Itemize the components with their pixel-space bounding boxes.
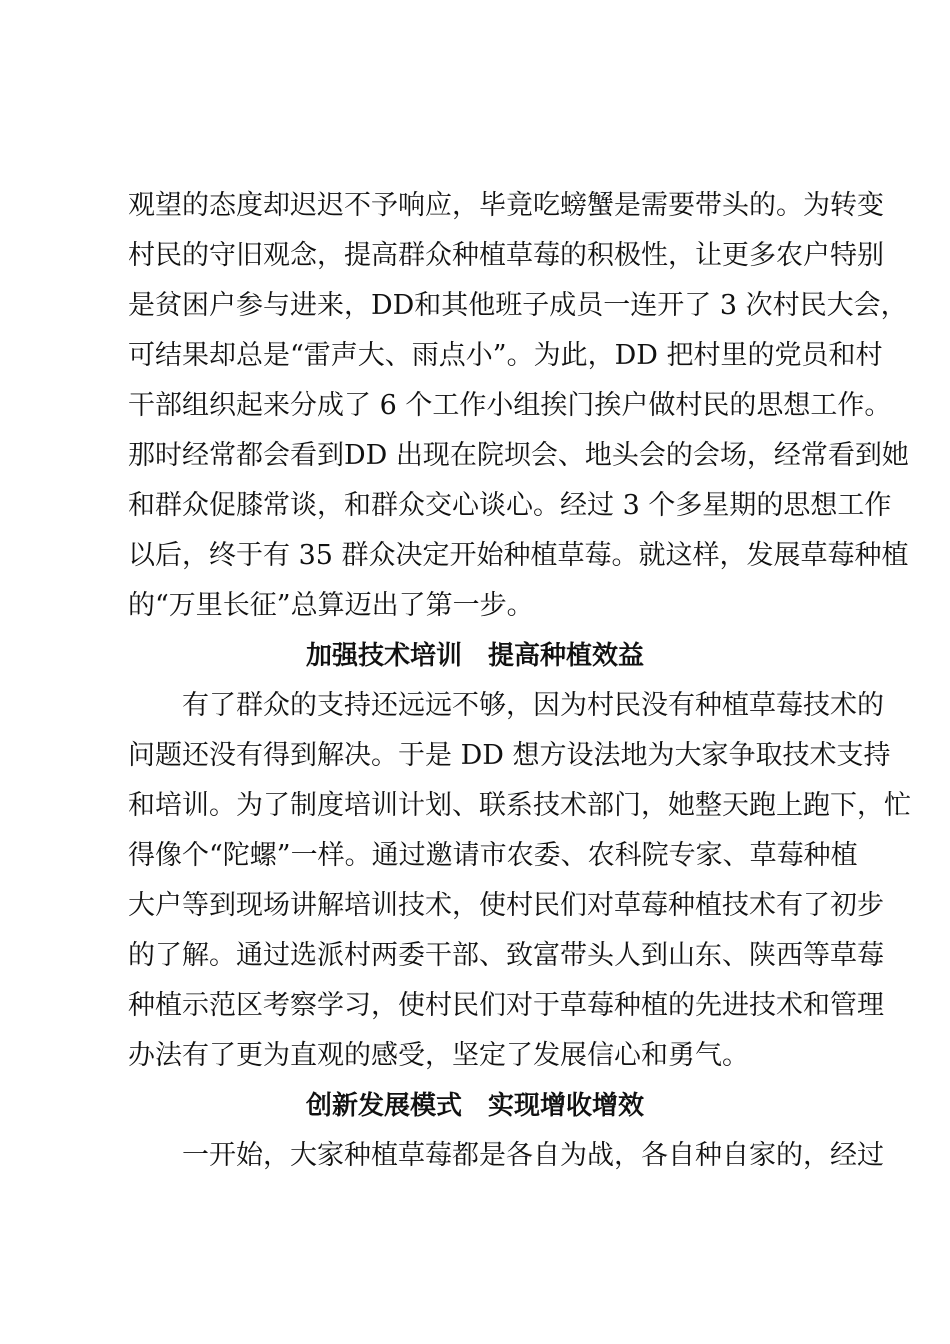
paragraph-1-line-1: 观望的态度却迟迟不予响应，毕竟吃螃蟹是需要带头的。为转变: [128, 190, 884, 221]
paragraph-1-line-8: 以后，终于有 35 群众决定开始种植草莓。就这样，发展草莓种植: [128, 540, 909, 571]
paragraph-2-line-4: 得像个“陀螺”一样。通过邀请市农委、农科院专家、草莓种植: [128, 840, 858, 871]
section-heading-development-model: 创新发展模式 实现增收增效: [305, 1091, 644, 1121]
paragraph-2-line-2: 问题还没有得到解决。于是 DD 想方设法地为大家争取技术支持: [128, 740, 891, 771]
paragraph-2-line-1: 有了群众的支持还远远不够，因为村民没有种植草莓技术的: [182, 690, 884, 721]
paragraph-1-line-6: 那时经常都会看到DD 出现在院坝会、地头会的会场，经常看到她: [128, 440, 909, 471]
paragraph-1-line-4: 可结果却总是“雷声大、雨点小”。为此，DD 把村里的党员和村: [128, 340, 883, 371]
paragraph-3-line-1: 一开始，大家种植草莓都是各自为战，各自种自家的，经过: [182, 1140, 884, 1171]
paragraph-2-line-6: 的了解。通过选派村两委干部、致富带头人到山东、陕西等草莓: [128, 940, 884, 971]
paragraph-1-line-3: 是贫困户参与进来，DD和其他班子成员一连开了 3 次村民大会，: [128, 290, 908, 321]
paragraph-1-line-2: 村民的守旧观念，提高群众种植草莓的积极性，让更多农户特别: [128, 240, 884, 271]
paragraph-2-line-7: 种植示范区考察学习，使村民们对于草莓种植的先进技术和管理: [128, 990, 884, 1021]
paragraph-1-line-5: 干部组织起来分成了 6 个工作小组挨门挨户做村民的思想工作。: [128, 390, 892, 421]
paragraph-2-line-3: 和培训。为了制度培训计划、联系技术部门，她整天跑上跑下，忙: [128, 790, 911, 821]
paragraph-1-line-7: 和群众促膝常谈，和群众交心谈心。经过 3 个多星期的思想工作: [128, 490, 892, 521]
paragraph-2-line-8: 办法有了更为直观的感受，坚定了发展信心和勇气。: [128, 1040, 749, 1071]
section-heading-technical-training: 加强技术培训 提高种植效益: [305, 641, 644, 671]
paragraph-2-line-5: 大户等到现场讲解培训技术，使村民们对草莓种植技术有了初步: [128, 890, 884, 921]
paragraph-1-line-9: 的“万里长征”总算迈出了第一步。: [128, 590, 534, 621]
